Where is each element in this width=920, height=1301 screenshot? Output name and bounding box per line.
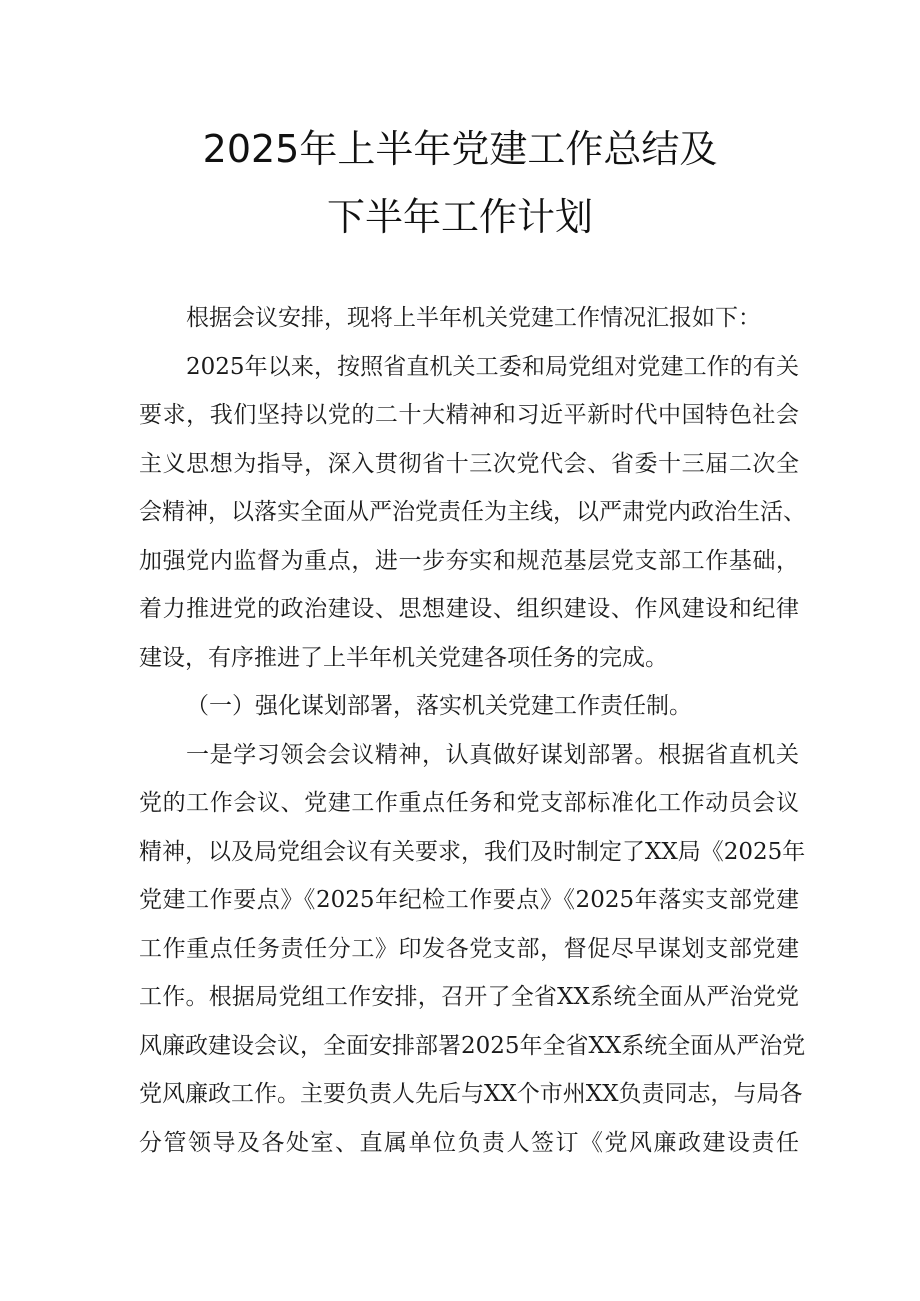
document-title-line-2: 下半年工作计划 [326, 195, 593, 239]
paragraph-line: 风廉政建设会议，全面安排部署2025年全省XX系统全面从严治党 [139, 1033, 806, 1059]
paragraph-intro: 根据会议安排，现将上半年机关党建工作情况汇报如下： [186, 305, 761, 331]
paragraph-line: 工作。根据局党组工作安排，召开了全省XX系统全面从严治党党 [139, 984, 799, 1010]
paragraph-line: 工作重点任务责任分工》印发各党支部，督促尽早谋划支部党建 [139, 936, 799, 962]
section-heading: （一）强化谋划部署，落实机关党建工作责任制。 [186, 693, 692, 719]
paragraph-line: 要求，我们坚持以党的二十大精神和习近平新时代中国特色社会 [139, 402, 799, 428]
paragraph-line: 建设，有序推进了上半年机关党建各项任务的完成。 [139, 645, 668, 671]
paragraph-line: 会精神，以落实全面从严治党责任为主线，以严肃党内政治生活、 [139, 499, 806, 525]
paragraph-line: 党建工作要点》《2025年纪检工作要点》《2025年落实支部党建 [139, 887, 799, 913]
paragraph-line: 精神，以及局党组会议有关要求，我们及时制定了XX局《2025年 [139, 839, 806, 865]
paragraph-line: 主义思想为指导，深入贯彻省十三次党代会、省委十三届二次全 [139, 451, 799, 477]
paragraph-line: 着力推进党的政治建设、思想建设、组织建设、作风建设和纪律 [139, 596, 799, 622]
document-title-line-1: 2025年上半年党建工作总结及 [202, 127, 718, 171]
paragraph-line: 党风廉政工作。主要负责人先后与XX个市州XX负责同志，与局各 [139, 1081, 803, 1107]
paragraph-line: 2025年以来，按照省直机关工委和局党组对党建工作的有关 [186, 354, 799, 380]
paragraph-line: 分管领导及各处室、直属单位负责人签订《党风廉政建设责任 [139, 1130, 799, 1156]
paragraph-line: 一是学习领会会议精神，认真做好谋划部署。根据省直机关 [186, 742, 799, 768]
paragraph-line: 加强党内监督为重点，进一步夯实和规范基层党支部工作基础， [139, 548, 799, 574]
paragraph-line: 党的工作会议、党建工作重点任务和党支部标准化工作动员会议 [139, 790, 799, 816]
